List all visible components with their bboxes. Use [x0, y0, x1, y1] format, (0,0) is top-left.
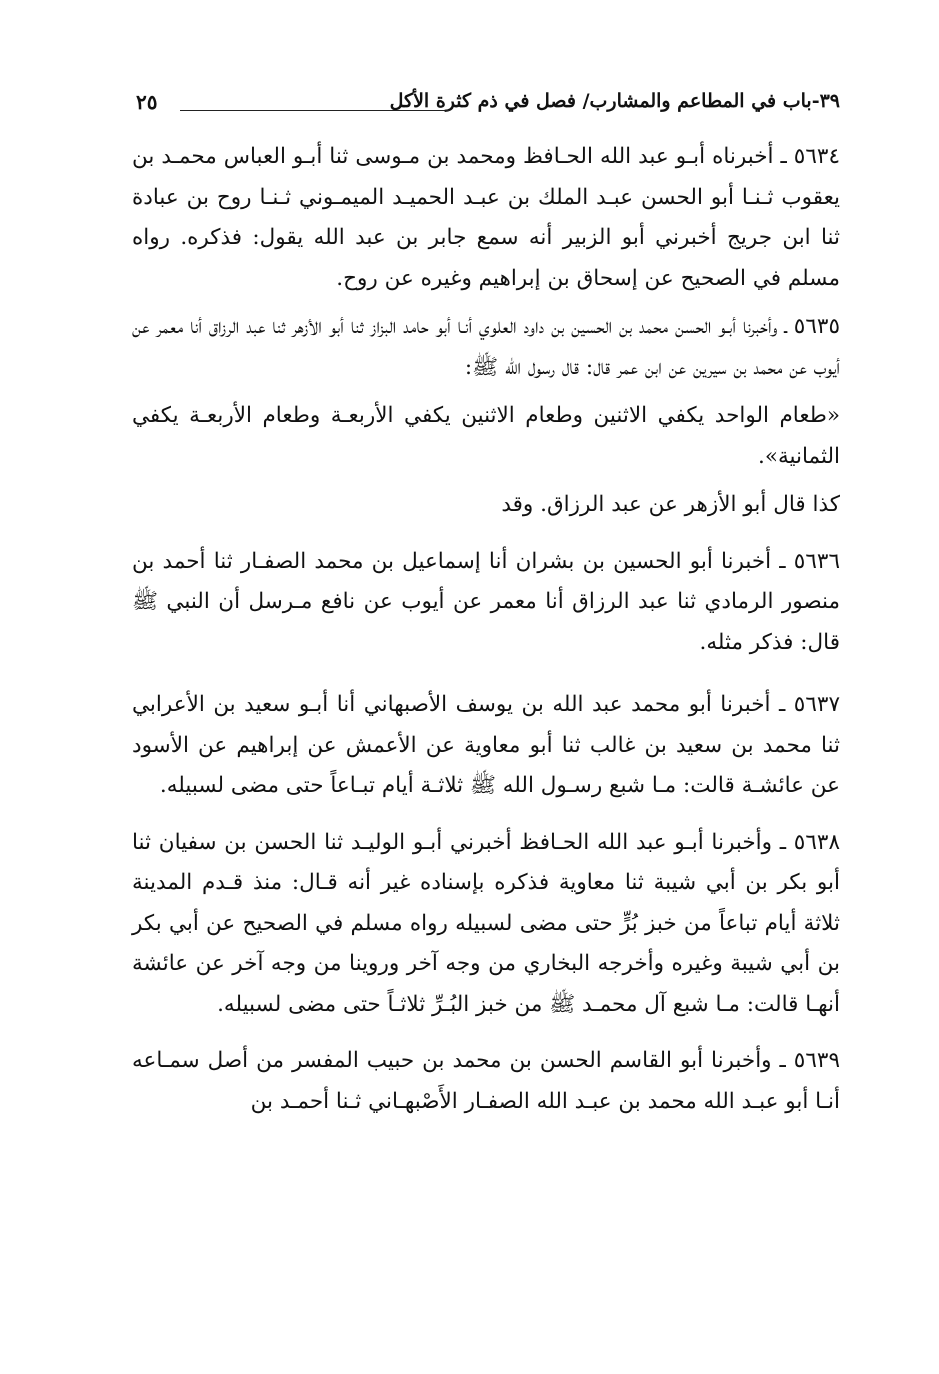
hadith-5637: ٥٦٣٧ ـ أخبرنا أبو محمد عبد الله بن يوسف الأصبهاني أنا أبـو سعيد بن الأعرابي ثنا محمد بن سعيد بن غالب ثنا أبو معاوية عن الأعمش عن إبراهيم عن الأسود عن عائشـة قالت: مـا شبع رسـول الله ﷺ ثلاثـة أيام تبـاعاً حتى مضى لسبيله.: [132, 692, 840, 798]
running-title: ٣٩-باب في المطاعم والمشارب/ فصل في ذم كثرة الأكل: [389, 90, 840, 112]
document-page: [132, 88, 840, 1122]
hadith-5635: ٥٦٣٥ ـ وأخبرنا أبـو الحسن محمد بن الحسين بن داود العلوي أنـا أبو حامد البزاز ثنا أبو الأزهر ثنا عبد الرزاق أنا معمر عن أيوب عن محمد بن سيرين عن ابن عمر قال: قال رسول الله ﷺ:: [132, 314, 840, 380]
hadith-5636: ٥٦٣٦ ـ أخبرنا أبو الحسين بن بشران أنا إسماعيل بن محمد الصفـار ثنا أحمد بن منصور الرمادي ثنا عبد الرزاق أنا معمر عن أيوب عن نافع مـرسل أن النبي ﷺ قال: فذكر مثله.: [132, 548, 840, 655]
hadith-5639: ٥٦٣٩ ـ وأخبرنا أبو القاسم الحسن بن محمد بن حبيب المفسر من أصل سمـاعه أنـا أبو عبـد الله محمد بن عبـد الله الصفـار الأَصْبهـاني ثـنا أحمـد بن: [132, 1048, 840, 1114]
page-number: ٢٥: [136, 90, 158, 114]
header-rule: [180, 110, 450, 111]
commentary-line: كذا قال أبو الأزهر عن عبد الرزاق. وقد: [501, 492, 840, 517]
page-header: [132, 88, 840, 129]
hadith-5634: ٥٦٣٤ ـ أخبرناه أبـو عبد الله الحـافظ ومحمد بن مـوسى ثنا أبـو العباس محمـد بن يعقوب ثـنـا أبو الحسن عبـد الملك بن عبـد الحميـد الميمـوني ثـنـا روح بن عبادة ثنا ابن جريج أخبرني أبو الزبير أنه سمع جابر بن عبد الله يقول: فذكره. رواه مسلم في الصحيح عن إسحاق بن إبراهيم وغيره عن روح.: [132, 144, 840, 291]
hadith-5638: ٥٦٣٨ ـ وأخبرنا أبـو عبد الله الحـافظ أخبرني أبـو الوليـد ثنا الحسن بن سفيان ثنا أبو بكر بن أبي شيبة ثنا معاوية فذكره بإسناده غير أنه قـال: منذ قـدم المدينة ثلاثة أيام تباعاً من خبز بُرٍّ حتى مضى لسبيله رواه مسلم في الصحيح عن أبي بكر بن أبي شيبة وغيره وأخرجه البخاري من وجه آخر وروينا من وجه آخر عن عائشة أنهـا قالت: مـا شبع آل محمـد ﷺ من خبز البُـرِّ ثلاثـاً حتى مضى لسبيله.: [132, 829, 840, 1017]
hadith-text-quote: «طعام الواحد يكفي الاثنين وطعام الاثنين يكفي الأربعـة وطعام الأربعـة يكفي الثمانية».: [132, 403, 840, 469]
